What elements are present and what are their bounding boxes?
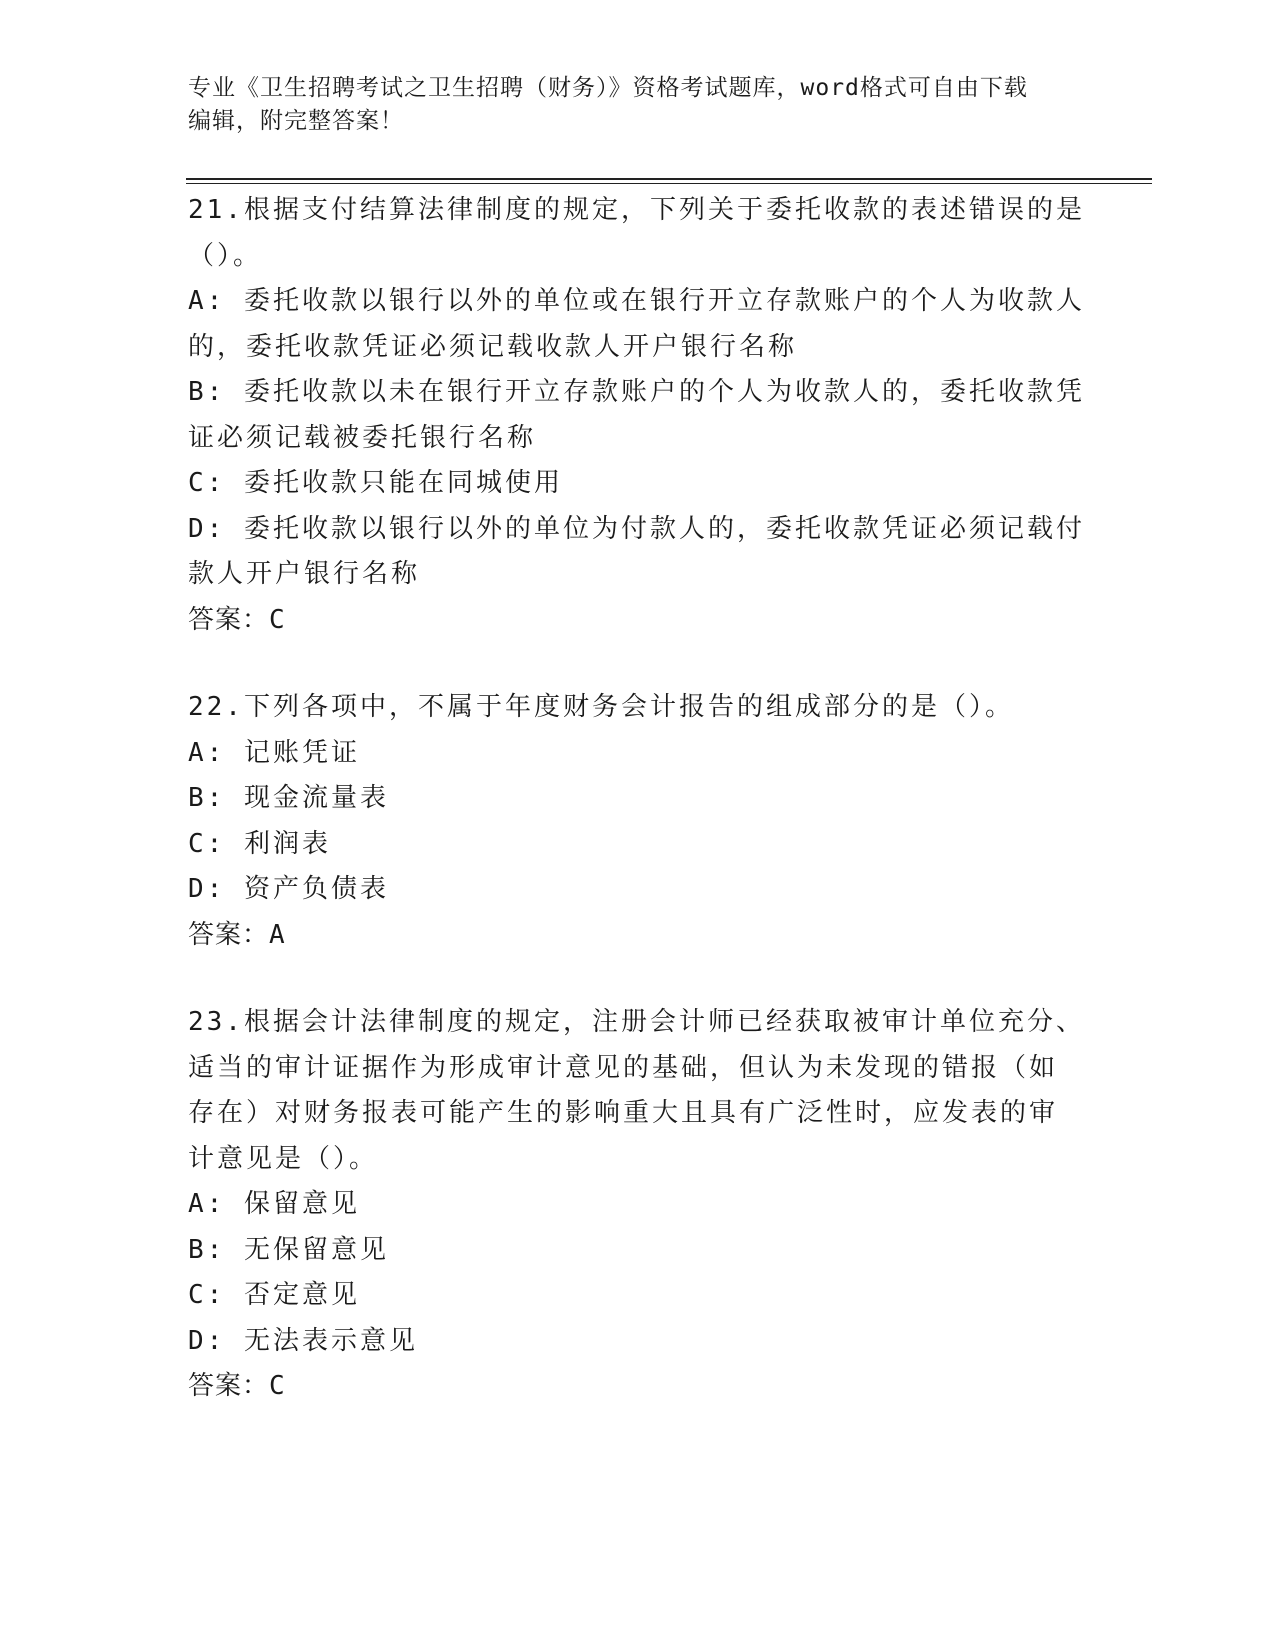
option-text-line: A: 记账凭证: [188, 737, 360, 768]
option-text-line: C: 利润表: [188, 828, 331, 859]
option-text-line: A: 保留意见: [188, 1189, 360, 1219]
answer-value: C: [269, 1371, 286, 1401]
option-text-line: B: 委托收款以未在银行开立存款账户的个人为收款人的，委托收款凭: [188, 377, 1085, 407]
answer-line: [188, 1364, 1088, 1410]
answer-label: 答案：: [188, 604, 270, 635]
option-text-line: B: 现金流量表: [188, 783, 389, 813]
question-stem-line: 适当的审计证据作为形成审计意见的基础，但认为未发现的错报（如: [188, 1052, 1059, 1083]
option-A: [188, 1182, 1088, 1228]
question-stem-line: 存在）对财务报表可能产生的影响重大且具有广泛性时，应发表的审: [188, 1098, 1059, 1128]
option-B: [188, 370, 1088, 461]
answer-line: [188, 913, 1088, 959]
question-stem-line: 22.下列各项中，不属于年度财务会计报告的组成部分的是（）。: [188, 692, 1014, 722]
header-line-1: 专业《卫生招聘考试之卫生招聘（财务）》资格考试题库，word格式可自由下载: [188, 75, 1028, 101]
question-stem-line: （）。: [188, 240, 263, 271]
option-C: [188, 822, 1088, 868]
header-line-2: 编辑，附完整答案！: [188, 108, 404, 134]
option-A: [188, 731, 1088, 777]
option-text-line: D: 无法表示意见: [188, 1325, 418, 1356]
option-text-line: 的，委托收款凭证必须记载收款人开户银行名称: [188, 331, 798, 362]
document-header: [188, 72, 1088, 138]
question-stem-line: 21.根据支付结算法律制度的规定，下列关于委托收款的表述错误的是: [188, 195, 1085, 225]
option-text-line: B: 无保留意见: [188, 1234, 389, 1265]
question-1: [188, 188, 1088, 643]
option-text-line: D: 委托收款以银行以外的单位为付款人的，委托收款凭证必须记载付: [188, 513, 1085, 544]
option-D: [188, 867, 1088, 913]
answer-value: C: [269, 604, 286, 635]
option-B: [188, 776, 1088, 822]
option-A: [188, 279, 1088, 370]
answer-label: 答案：: [188, 919, 270, 950]
option-B: [188, 1228, 1088, 1274]
option-text-line: C: 否定意见: [188, 1280, 360, 1310]
option-D: [188, 1319, 1088, 1365]
answer-line: [188, 598, 1088, 644]
answer-label: 答案：: [188, 1371, 270, 1401]
option-text-line: A: 委托收款以银行以外的单位或在银行开立存款账户的个人为收款人: [188, 286, 1085, 316]
question-stem-line: 计意见是（）。: [188, 1143, 379, 1174]
header-divider-thin: [186, 183, 1152, 184]
answer-value: A: [269, 919, 286, 950]
question-3: [188, 1000, 1088, 1410]
header-divider-thick: [186, 178, 1152, 180]
option-text-line: 证必须记载被委托银行名称: [188, 422, 537, 453]
option-C: [188, 461, 1088, 507]
option-text-line: D: 资产负债表: [188, 874, 389, 904]
option-text-line: 款人开户银行名称: [188, 559, 421, 589]
question-2: [188, 685, 1088, 958]
option-C: [188, 1273, 1088, 1319]
option-D: [188, 507, 1088, 598]
question-stem-line: 23.根据会计法律制度的规定，注册会计师已经获取被审计单位充分、: [188, 1007, 1085, 1037]
question-list: [188, 188, 1088, 1452]
option-text-line: C: 委托收款只能在同城使用: [188, 468, 563, 498]
